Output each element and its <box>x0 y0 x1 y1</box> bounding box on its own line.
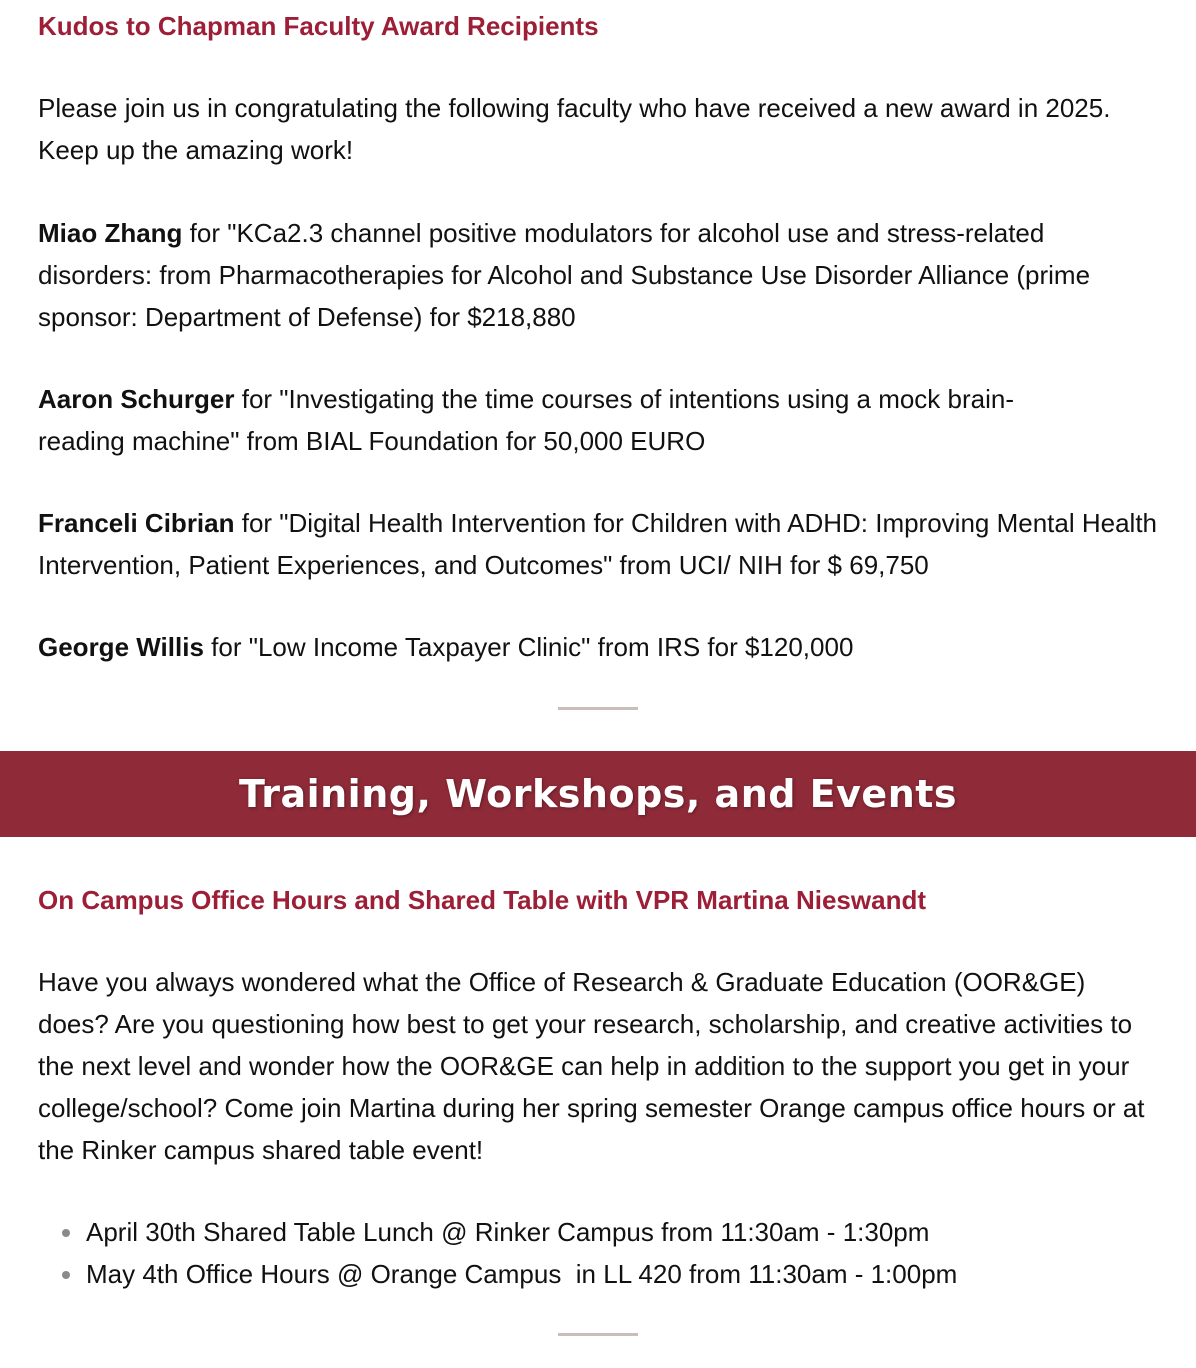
list-item-text: May 4th Office Hours @ Orange Campus in LL 420 from 11:30am - 1:00pm <box>86 1259 958 1289</box>
award-text: for "Low Income Taxpayer Clinic" from IRS for $120,000 <box>203 632 854 662</box>
kudos-heading: Kudos to Chapman Faculty Award Recipients <box>38 11 599 41</box>
list-item-text: April 30th Shared Table Lunch @ Rinker Campus from 11:30am - 1:30pm <box>86 1217 930 1247</box>
events-banner <box>0 751 1196 837</box>
award-name: George Willis <box>38 632 204 662</box>
kudos-intro: Please join us in congratulating the following faculty who have received a new award in 2025. Keep up the amazing work! <box>38 93 1111 165</box>
section-divider <box>558 707 638 710</box>
events-list <box>38 1211 1168 1295</box>
award-item <box>38 378 1098 462</box>
award-item <box>38 212 1138 338</box>
award-name: Franceli Cibrian <box>38 508 235 538</box>
award-item <box>38 626 1138 668</box>
award-text: for "Investigating the time courses of intentions using a mock brain-reading machine" from BIAL Foundation for 50,000 EURO <box>38 384 1015 456</box>
award-name: Aaron Schurger <box>38 384 235 414</box>
award-item <box>38 502 1168 586</box>
list-item <box>38 1211 1168 1253</box>
award-text: for "Digital Health Intervention for Children with ADHD: Improving Mental Health Intervention, Patient Experiences, and Outcomes" from UCI/ NIH for $ 69,750 <box>38 508 1158 580</box>
award-text: for "KCa2.3 channel positive modulators for alcohol use and stress-related disorders: from Pharmacotherapies for Alcohol and Substance Use Disorder Alliance (prime sponsor: Department of Defense) for $218,880 <box>38 218 1091 332</box>
list-item <box>38 1253 1168 1295</box>
bullet-icon <box>62 1271 70 1279</box>
bullet-icon <box>62 1229 70 1237</box>
events-body: Have you always wondered what the Office of Research & Graduate Education (OOR&GE) does? Are you questioning how best to get your research, scholarship, and creative activities to the next level and wonder how the OOR&GE can help in addition to the support you get in your college/school? Come join Martina during her spring semester Orange campus office hours or at the Rinker campus shared table event! <box>38 967 1145 1165</box>
events-heading: On Campus Office Hours and Shared Table with VPR Martina Nieswandt <box>38 885 926 915</box>
section-divider <box>558 1333 638 1336</box>
banner-title: Training, Workshops, and Events <box>238 772 958 816</box>
award-name: Miao Zhang <box>38 218 183 248</box>
